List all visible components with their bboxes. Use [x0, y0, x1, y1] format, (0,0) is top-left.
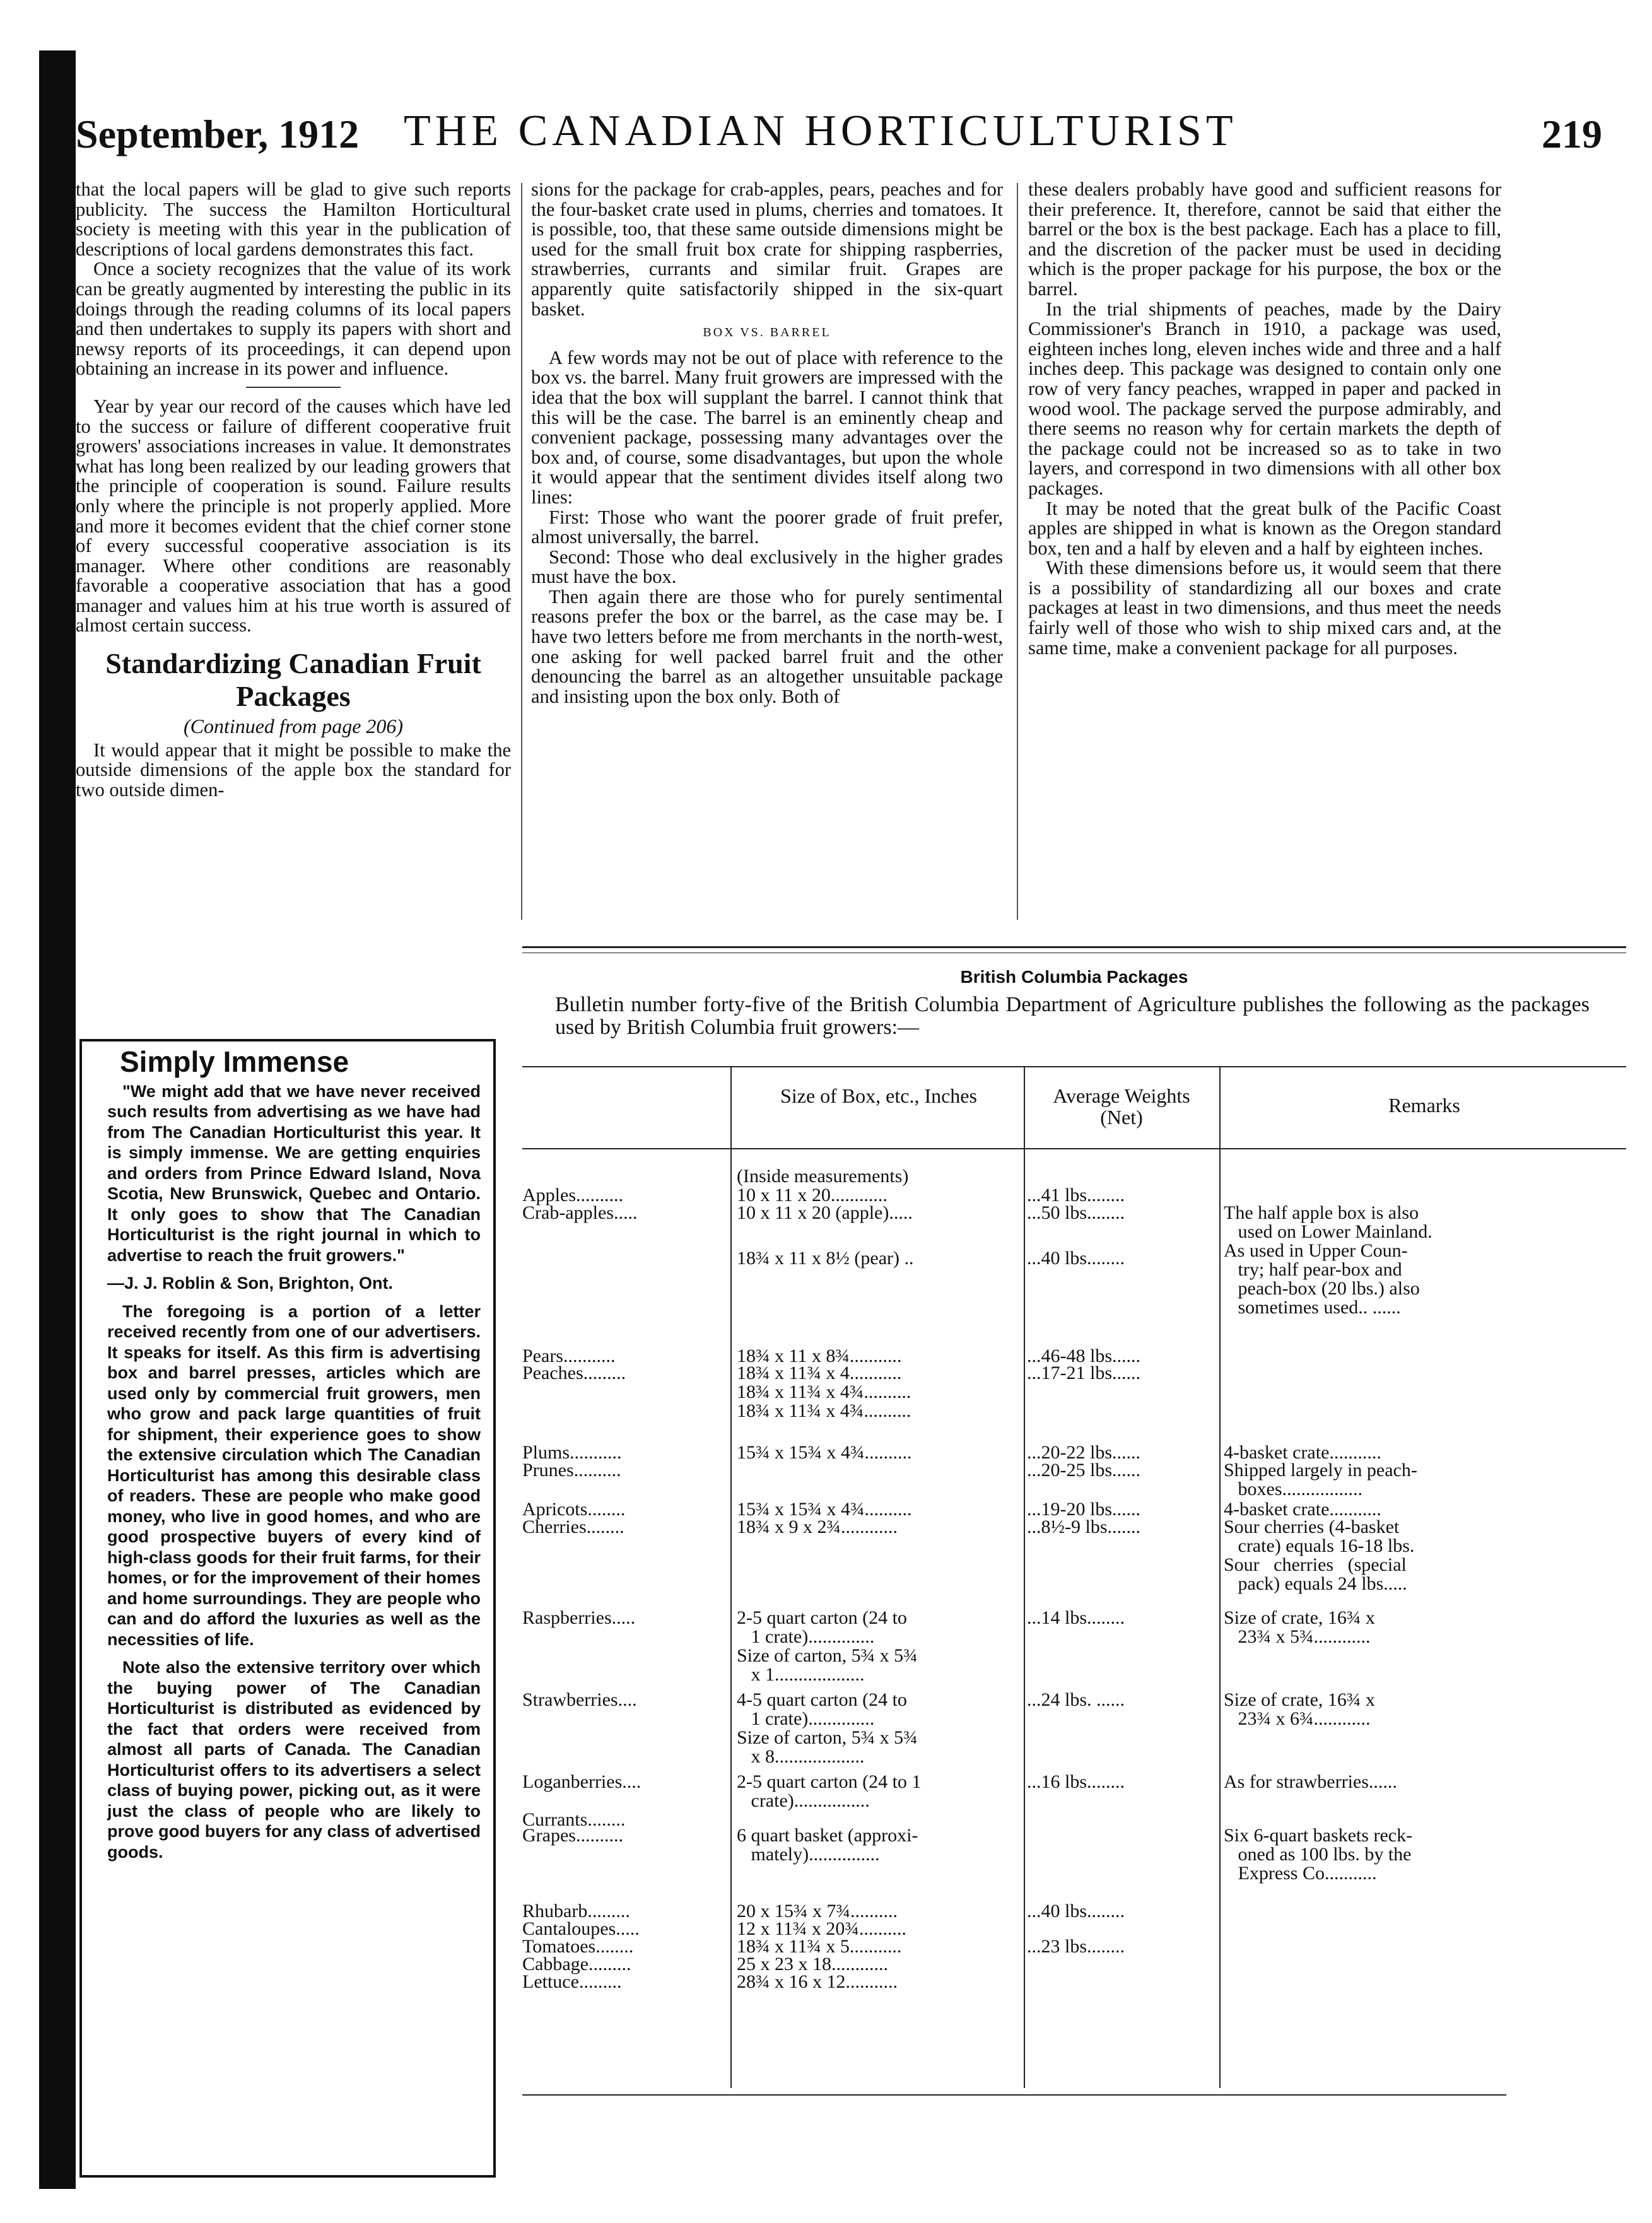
cell-size: 6 quart basket (approxi- mately)...............: [737, 1825, 918, 1865]
cell-size: 10 x 11 x 20............: [737, 1185, 888, 1205]
column-rule: [521, 183, 522, 920]
cell-size: 4-5 quart carton (24 to 1 crate).............. Size of carton, 5¾ x 5¾ x 8...................: [737, 1689, 918, 1767]
table-column-rule: [1024, 1066, 1025, 2088]
cell-fruit: Plums...........: [522, 1442, 622, 1463]
paragraph: It would appear that it might be possible to make the outside dimensions of the apple box the standard for two outside dimen-: [76, 739, 511, 801]
box-paragraph: The foregoing is a portion of a letter received recently from one of our advertisers. It speaks for itself. As this firm is advertising box and barrel presses, articles which are used only by commercial fruit growers, men who grow and pack large quantities of fruit for shipment, their experience goes to show the extensive circulation which The Canadian Horticulturist has among this desirable class of readers. These are people who make good money, who live in good homes, and who are good prospective buyers of every kind of high-class goods for their fruit farms, for their homes, or for the improvement of their homes and home surroundings. They are people who can and do afford the luxuries as well as the necessities of life.: [107, 1301, 481, 1649]
cell-fruit: Cantaloupes.....: [522, 1918, 640, 1939]
cell-remark: Six 6-quart baskets reck- oned as 100 lbs. by the Express Co...........: [1224, 1825, 1413, 1884]
packages-table: [522, 1066, 1626, 2138]
cell-weight: ...40 lbs........: [1027, 1901, 1125, 1921]
cell-weight: ...50 lbs........: [1027, 1202, 1125, 1223]
cell-size: 18¾ x 11 x 8¾...........: [737, 1346, 902, 1366]
divider: [246, 387, 341, 388]
cell-size: 18¾ x 11 x 8½ (pear) ..: [737, 1248, 914, 1269]
cell-fruit: Pears...........: [522, 1346, 616, 1366]
cell-fruit: Currants........: [522, 1809, 626, 1830]
cell-size: 25 x 23 x 18............: [737, 1954, 888, 1974]
cell-size: 18¾ x 11¾ x 4........... 18¾ x 11¾ x 4¾.......... 18¾ x 11¾ x 4¾..........: [737, 1363, 911, 1421]
cell-remark: Size of crate, 16¾ x 23¾ x 6¾............: [1224, 1689, 1375, 1729]
column-3: [1028, 180, 1501, 658]
cell-weight: ...23 lbs........: [1027, 1936, 1125, 1957]
cell-remark: The half apple box is also used on Lower Mainland. As used in Upper Coun- try; half pear-box and peach-box (20 lbs.) also sometimes used.. ......: [1224, 1202, 1432, 1318]
simply-immense-box: [79, 1039, 496, 2178]
table-rule: [522, 2094, 1506, 2096]
cell-weight: ...14 lbs........: [1027, 1607, 1125, 1628]
cell-size: 2-5 quart carton (24 to 1 crate).............. Size of carton, 5¾ x 5¾ x 1...................: [737, 1607, 918, 1685]
box-signature: —J. J. Roblin & Son, Brighton, Ont.: [107, 1274, 393, 1293]
cell-weight: ...17-21 lbs......: [1027, 1363, 1140, 1383]
cell-weight: ...41 lbs........: [1027, 1185, 1125, 1205]
paragraph: Then again there are those who for purely sentimental reasons prefer the box or the barrel, as the case may be. I have two letters before me from merchants in the north-west, one asking for well packed barrel fruit and the other denouncing the barrel as an altogether unsuitable package and insisting upon the box only. Both of: [531, 585, 1003, 707]
cell-remark: 4-basket crate...........: [1224, 1442, 1381, 1463]
paragraph: A few words may not be out of place with reference to the box vs. the barrel. Many fruit growers are impressed with the idea that the box will supplant the barrel. I cannot think that this will be the case. The barrel is an eminently cheap and convenient package, possessing many advantages over the box and, of course, some disadvantages, but upon the whole it would appear that the sentiment divides itself along two lines:: [531, 346, 1003, 508]
cell-weight: ...20-25 lbs......: [1027, 1460, 1140, 1481]
header-size: Size of Box, etc., Inches: [780, 1084, 977, 1107]
box-title: Simply Immense: [120, 1045, 349, 1078]
table-rule: [522, 1148, 1626, 1149]
article-heading: Standardizing Canadian Fruit Packages: [105, 647, 481, 713]
cell-size: 2-5 quart carton (24 to 1 crate)................: [737, 1771, 922, 1811]
paragraph: It may be noted that the great bulk of the Pacific Coast apples are shipped in what is known as the Oregon standard box, ten and a half by eleven and a half by eighteen inches.: [1028, 497, 1501, 559]
cell-weight: ...40 lbs........: [1027, 1248, 1125, 1269]
header-remarks: Remarks: [1388, 1094, 1460, 1117]
cell-fruit: Cherries........: [522, 1516, 624, 1537]
cell-weight: ...8½-9 lbs.......: [1027, 1516, 1140, 1537]
cell-fruit: Peaches.........: [522, 1363, 626, 1383]
cell-remark: 4-basket crate...........: [1224, 1499, 1381, 1520]
cell-fruit: Lettuce.........: [522, 1971, 622, 1992]
cell-remark: Shipped largely in peach- boxes.................: [1224, 1460, 1417, 1499]
cell-fruit: Strawberries....: [522, 1689, 637, 1710]
inside-measurements-note: (Inside measurements): [737, 1166, 909, 1187]
paragraph: Year by year our record of the causes which have led to the success or failure of different cooperative fruit growers' associations increases in value. It demonstrates what has long been realized by our leading growers that the principle of cooperation is sound. Failure results only where the principle is not properly applied. More and more it becomes evident that the chief corner stone of every successful cooperative association is its manager. Where other conditions are reasonably favorable a cooperative association that has a good manager and values him at his true worth is assured of almost certain success.: [76, 395, 511, 636]
cell-fruit: Grapes..........: [522, 1825, 623, 1846]
page-spine-shadow: [39, 50, 76, 2189]
cell-fruit: Apples..........: [522, 1185, 623, 1205]
issue-date: September, 1912: [76, 112, 360, 156]
magazine-title: THE CANADIAN HORTICULTURIST: [404, 107, 1238, 155]
cell-fruit: Raspberries.....: [522, 1607, 636, 1628]
cell-fruit: Rhubarb.........: [522, 1901, 630, 1921]
paragraph: With these dimensions before us, it would seem that there is a possibility of standardizing all our boxes and crate packages at least in two dimensions, and thus meet the needs fairly well of those who wish to ship mixed cars and, at the same time, make a convenient package for all purposes.: [1028, 557, 1501, 659]
bc-packages-intro: Bulletin number forty-five of the British Columbia Department of Agriculture publishes the following as the packages used by British Columbia fruit growers:—: [555, 993, 1590, 1039]
cell-remark: Sour cherries (4-basket crate) equals 16-18 lbs. Sour cherries (special pack) equals 24 lbs.....: [1224, 1516, 1415, 1594]
box-quote: "We might add that we have never received such results from advertising as we have had from The Canadian Horticulturist this year. It is simply immense. We are getting enquiries and orders from Prince Edward Island, Nova Scotia, New Brunswick, Quebec and Ontario. It only goes to show that The Canadian Horticulturist is the right journal in which to advertise to reach the fruit growers.": [107, 1081, 481, 1265]
column-rule: [1017, 183, 1018, 920]
cell-size: 18¾ x 9 x 2¾............: [737, 1516, 898, 1537]
cell-weight: ...46-48 lbs......: [1027, 1346, 1140, 1366]
cell-weight: ...20-22 lbs......: [1027, 1442, 1140, 1463]
cell-fruit: Loganberries....: [522, 1771, 641, 1792]
paragraph: that the local papers will be glad to give such reports publicity. The success the Hamilton Horticultural society is meeting with this year in the publication of descriptions of local gardens demonstrates this fact.: [76, 179, 511, 260]
box-paragraph: Note also the extensive territory over which the buying power of The Canadian Horticulturist is distributed as evidenced by the fact that orders were received from almost all parts of Canada. The Canadian Horticulturist offers to its advertisers a select class of buying power, picking out, as it were just the class of people who are likely to prove good buyers for any class of advertised goods.: [107, 1658, 481, 1862]
cell-remark: As for strawberries......: [1224, 1771, 1397, 1792]
section-rule: [522, 946, 1626, 948]
cell-size: 15¾ x 15¾ x 4¾..........: [737, 1499, 912, 1520]
paragraph: First: Those who want the poorer grade of fruit prefer, almost universally, the barrel.: [531, 506, 1003, 548]
cell-size: 28¾ x 16 x 12...........: [737, 1971, 898, 1992]
paragraph: these dealers probably have good and sufficient reasons for their preference. It, therefore, cannot be said that either the barrel or the box is the best package. Each has a place to fill, and the discretion of the packer must be used in deciding which is the proper package for his purpose, the box or the barrel.: [1028, 179, 1501, 300]
cell-size: 20 x 15¾ x 7¾..........: [737, 1901, 898, 1921]
paragraph: sions for the package for crab-apples, pears, peaches and for the four-basket crate used in plums, cherries and tomatoes. It is possible, too, that these same outside dimensions might be used for the small fruit box crate for shipping raspberries, strawberries, currants and similar fruit. Grapes are apparently quite satisfactorily shipped in the six-quart basket.: [531, 179, 1003, 320]
page-header: [76, 106, 1602, 163]
page-number: 219: [1542, 112, 1602, 156]
bc-packages-title: British Columbia Packages: [960, 967, 1188, 987]
table-column-rule: [730, 1066, 732, 2088]
paragraph: In the trial shipments of peaches, made by the Dairy Commissioner's Branch in 1910, a package was used, eighteen inches long, eleven inches wide and three and a half inches deep. This package was designed to contain only one row of very fancy peaches, wrapped in paper and packed in wood wool. The package served the purpose admirably, and there seems no reason why for certain markets the depth of the package could not be increased so as to take in two layers, and correspond in two dimensions with all other box packages.: [1028, 298, 1501, 499]
cell-fruit: Crab-apples.....: [522, 1202, 638, 1223]
cell-weight: ...19-20 lbs......: [1027, 1499, 1140, 1520]
column-2: [531, 180, 1003, 707]
table-column-rule: [1219, 1066, 1221, 2088]
cell-size: 12 x 11¾ x 20¾..........: [737, 1918, 906, 1939]
cell-weight: ...16 lbs........: [1027, 1771, 1125, 1792]
cell-fruit: Prunes..........: [522, 1460, 621, 1481]
cell-remark: Size of crate, 16¾ x 23¾ x 5¾............: [1224, 1607, 1375, 1647]
cell-fruit: Cabbage.........: [522, 1954, 631, 1974]
cell-size: 18¾ x 11¾ x 5...........: [737, 1936, 902, 1957]
column-1: [76, 180, 511, 800]
cell-fruit: Tomatoes........: [522, 1936, 634, 1957]
table-rule: [522, 1066, 1626, 1067]
header-weight: Average Weights (Net): [1053, 1084, 1190, 1129]
cell-size: 15¾ x 15¾ x 4¾..........: [737, 1442, 912, 1463]
cell-weight: ...24 lbs. ......: [1027, 1689, 1125, 1710]
paragraph: Second: Those who deal exclusively in the higher grades must have the box.: [531, 546, 1003, 588]
cell-fruit: Apricots........: [522, 1499, 626, 1520]
subheading: BOX VS. BARREL: [703, 326, 831, 340]
continued-note: (Continued from page 206): [183, 715, 404, 738]
paragraph: Once a society recognizes that the value of its work can be greatly augmented by interesting the public in its doings through the reading columns of its local papers and then undertakes to supply its papers with short and newsy reports of its proceedings, it can depend upon obtaining an increase in its power and influence.: [76, 258, 511, 380]
cell-size: 10 x 11 x 20 (apple).....: [737, 1202, 913, 1223]
